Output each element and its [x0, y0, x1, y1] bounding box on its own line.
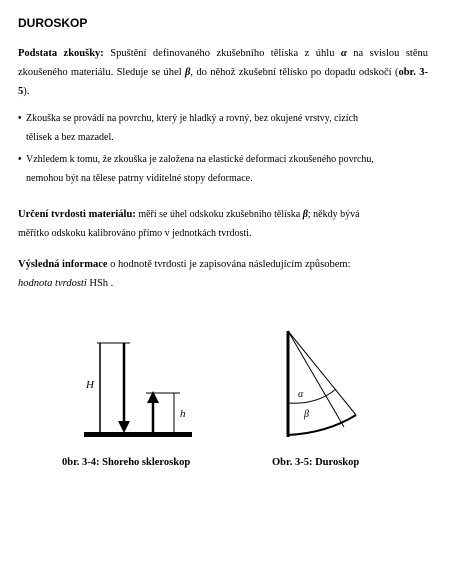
bullet-text [26, 109, 430, 147]
fall-arrow-head [118, 421, 130, 433]
principle-line2: stěnu zkoušeného materiálu. Sleduje se úhel [18, 48, 429, 78]
base-plate [84, 432, 192, 437]
principle-line3b: ). [23, 86, 30, 97]
label-alpha: α [298, 389, 304, 400]
label-h: h [180, 408, 186, 420]
bullet-line: nemohou být na tělese patrny viditelné stopy deformace. [26, 173, 253, 184]
result-label: Výsledná informace [18, 259, 108, 270]
bullet-line: tělísek a bez mazadel. [26, 132, 114, 143]
principle-line1: Spuštění definovaného zkušebního tělíska z úhlu [110, 48, 335, 59]
alpha-symbol: α [340, 48, 347, 59]
principle-label: Podstata zkoušky: [18, 48, 104, 59]
beta-symbol: β [302, 209, 308, 220]
principle-line2b: , do něhož zkušební tělísko po dopadu [190, 67, 356, 78]
label-beta: β [304, 409, 309, 420]
outer-arc [288, 415, 356, 435]
bullet-icon: • [18, 154, 22, 165]
drop-ray [288, 331, 356, 415]
hardness-line1a: měří se úhel odskoku zkušebního tělíska [138, 209, 301, 220]
shore-scleroscope-diagram [60, 325, 210, 445]
result-unit: HSh . [89, 278, 114, 289]
rebound-ray [288, 331, 344, 427]
result-line1: o hodnotě tvrdosti je zapisována následujícím způsobem: [110, 259, 351, 270]
principle-line1b: na svislou [353, 48, 400, 59]
result-italic: hodnota tvrdosti [18, 278, 87, 289]
beta-symbol: β [185, 67, 191, 78]
principle-paragraph [18, 44, 428, 101]
hardness-line1b: ; někdy bývá [307, 209, 360, 220]
figure-caption-shore: 0br. 3-4: Shoreho skleroskop [62, 457, 191, 468]
figure-caption-duroskop: Obr. 3-5: Duroskop [272, 457, 360, 468]
hardness-line2: měřítko odskoku kalibrováno přímo v jednotkách tvrdosti. [18, 228, 252, 239]
result-paragraph [18, 255, 428, 293]
bullet-line: Vzhledem k tomu, že zkouška je založena na elastické deformaci zkoušeného povrchu, [26, 154, 374, 165]
principle-line3a: odskočí ( [358, 67, 399, 78]
bullet-line: Zkouška se provádí na povrchu, který je hladký a rovný, bez okujené vrstvy, cizích [26, 113, 359, 124]
page-title: DUROSKOP [18, 16, 88, 30]
label-H: H [86, 379, 94, 391]
hardness-paragraph [18, 205, 428, 243]
bullet-icon: • [18, 113, 22, 124]
hardness-label: Určení tvrdosti materiálu: [18, 209, 136, 220]
figure-reference: obr. 3-5 [18, 67, 428, 97]
duroskop-diagram [272, 325, 382, 445]
bullet-text [26, 150, 430, 188]
